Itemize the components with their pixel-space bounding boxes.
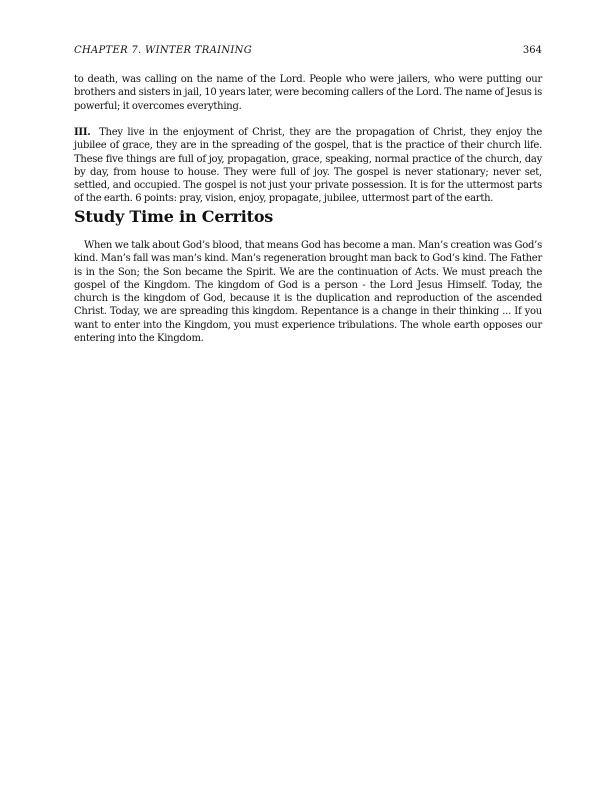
paragraph-point-three-text: They live in the enjoyment of Christ, they are the propagation of Christ, they enjoy the jubilee of grace, they are in the spreading of the gospel, that is the practice of their church life. These five things are full of joy, propagation, grace, speaking, normal practice of the church, day by day, from house to house. They were full of joy. The gospel is never stationary; never set, settled, and occupied. The gospel is not just your private possession. It is for the uttermost parts of the earth. 6 points: pray, vision, enjoy, propagate, jubilee, uttermost part of the earth. [74,127,542,205]
roman-numeral: III. [74,127,91,138]
paragraph-continuation: to death, was calling on the name of the Lord. People who were jailers, who were putting our brothers and sisters in jail, 10 years later, were becoming callers of the Lord. The name of Jesus is powerful; it overcomes everything. [74,74,542,112]
section-heading: Study Time in Cerritos [74,207,274,226]
section-paragraph: When we talk about God’s blood, that means God has become a man. Man’s creation was God’s kind. Man’s fall was man’s kind. Man’s regeneration brought man back to God’s kind. The Father is in the Son; the Son became the Spirit. We are the continuation of Acts. We must preach the gospel of the Kingdom. The kingdom of God is a person - the Lord Jesus Himself. Today, the church is the kingdom of God, because it is the duplication and reproduction of the ascended Christ. Today, we are spreading this kingdom. Repentance is a change in their thinking ... If you want to enter into the Kingdom, you must experience tribulations. The whole earth opposes our entering into the Kingdom. [74,240,542,345]
page-number: 364 [522,45,542,56]
chapter-title: CHAPTER 7. WINTER TRAINING [74,45,252,56]
running-header [74,44,542,58]
paragraph-point-three [74,126,542,206]
